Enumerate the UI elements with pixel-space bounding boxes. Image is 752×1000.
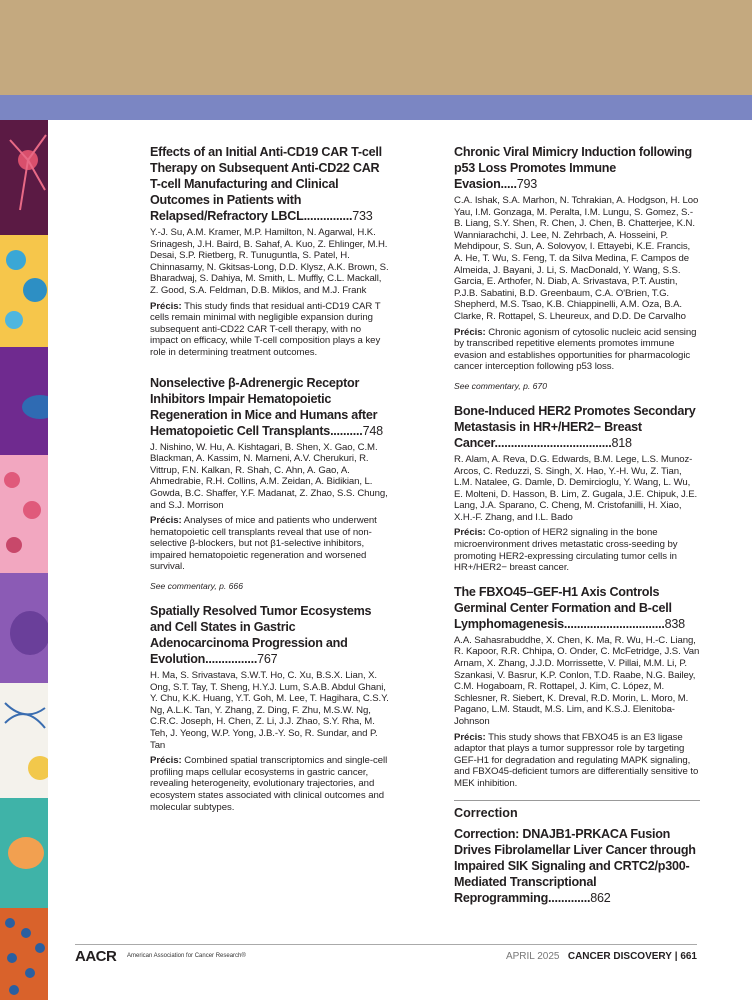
footer [75, 948, 697, 968]
brain-icon [0, 798, 48, 908]
aacr-logo-subtitle: American Association for Cancer Research® [127, 953, 246, 959]
precis [454, 327, 700, 373]
correction-heading: Correction [454, 800, 700, 820]
art-tile [0, 573, 48, 683]
article-title-text: Nonselective β-Adrenergic Receptor Inhibitors Impair Hematopoietic Regeneration in Mice and Humans after Hematopoietic Cell Transplants [150, 375, 378, 438]
precis-text: Chronic agonism of cytosolic nucleic acid sensing by transcribed repetitive elements promotes immune evasion and establishes opportunities for pharmacologic cancer interception following p53 loss. [454, 326, 697, 373]
leader-dots: ............. [548, 890, 591, 905]
correction-title[interactable] [454, 826, 700, 906]
precis [454, 527, 700, 573]
article-title-text: Effects of an Initial Anti-CD19 CAR T-cell Therapy on Subsequent Anti-CD22 CAR T-cell Manufacturing and Clinical Outcomes in Patients with Relapsed/Refractory LBCL [150, 145, 382, 223]
article-1 [150, 144, 390, 359]
article-title-text: The FBXO45–GEF-H1 Axis Controls Germinal Center Formation and B-cell Lymphomagenesis [454, 584, 672, 631]
article-2 [150, 375, 390, 592]
precis [150, 515, 390, 573]
article-title[interactable] [150, 144, 390, 224]
art-tile [0, 347, 48, 455]
art-tile [0, 455, 48, 573]
precis-label: Précis: [454, 527, 486, 539]
article-title[interactable] [150, 603, 390, 667]
leader-dots: ............................... [563, 616, 665, 631]
blood-cells-icon [0, 455, 48, 573]
page-number: 818 [611, 435, 632, 450]
article-3 [150, 603, 390, 813]
issue-date: APRIL 2025 [505, 951, 560, 962]
leader-dots: ............... [303, 209, 353, 223]
authors: R. Alam, A. Reva, D.G. Edwards, B.M. Lege, L.S. Munoz-Arcos, C. Reduzzi, S. Singh, X. Hao, Y.-H. Wu, Z. Tian, L.M. Natalee, G. Damle, D. Demircioglu, Y. Wang, L. Wu, E. Molteni, D. Hasson, B. Lim, Z. Gugala, J.E. Chipuk, J.E. Lang, J.A. Sparano, C. Cheng, M. Cristofanilli, H. Xiao, X.H.-F. Zhang, and I.L. Bado [454, 453, 698, 523]
article-title[interactable] [454, 403, 700, 451]
article-title-text: Chronic Viral Mimicry Induction following p53 Loss Promotes Immune Evasion [454, 145, 692, 191]
blob-icon [0, 347, 48, 455]
journal-name: CANCER DISCOVERY [567, 951, 672, 962]
leader-dots: ................ [205, 652, 258, 667]
precis-text: Combined spatial transcriptomics and single-cell profiling maps cellular ecosystems in gastric cancer, revealing heterogeneity, evolutionary trajectories, and ecosystem states associated with clinical outcomes and molecular subtypes. [150, 755, 388, 813]
commentary-link[interactable]: See commentary, p. 666 [150, 581, 243, 592]
folio-page-number: 661 [680, 951, 697, 962]
cover-art-strip [0, 120, 48, 1000]
precis-text: This study finds that residual anti-CD19 CAR T cells remain minimal with negligible expansion during subsequent anti-CD22 CAR T-cell therapy, with no impact on efficacy, while T-cell composition plays a key role in determining treatment outcomes. [150, 300, 381, 358]
neuron-icon [0, 120, 48, 235]
header-band [0, 0, 752, 95]
art-tile [0, 683, 48, 798]
article-5 [454, 403, 700, 574]
art-tile [0, 798, 48, 908]
page-number: 733 [352, 209, 373, 223]
art-tile [0, 120, 48, 235]
precis [454, 732, 700, 790]
article-title-text: Bone-Induced HER2 Promotes Secondary Metastasis in HR+/HER2− Breast Cancer [454, 403, 696, 450]
cells-icon [0, 235, 48, 347]
page-number: 793 [516, 177, 538, 191]
leader-dots: .......... [330, 423, 363, 438]
precis [150, 301, 390, 359]
precis [150, 755, 390, 813]
page-number: 748 [362, 423, 383, 438]
issue-info [506, 951, 697, 962]
authors: H. Ma, S. Srivastava, S.W.T. Ho, C. Xu, B.S.X. Lian, X. Ong, S.T. Tay, T. Sheng, H.Y.J. Lum, S.A.B. Abdul Ghani, Y. Chu, K.K. Huang, Y.T. Goh, M. Lee, T. Hagihara, C.S.Y. Ng, A.L.K. Tan, Y. Zhang, Z. Ding, F. Zhu, M.S.W. Ng, C.R.C. Joseph, H. Chen, Z. Li, J.J. Zhao, S.Y. Rha, M. Teh, J. Yeong, W.P. Yong, J.B.-Y. So, R. Sundar, and P. Tan [150, 670, 389, 751]
page-number: 767 [257, 652, 278, 667]
leader-dots: .................................... [494, 435, 612, 450]
authors: Y.-J. Su, A.M. Kramer, M.P. Hamilton, N. Agarwal, H.K. Srinagesh, J.H. Baird, B. Sahaf, A. Kuo, Z. Ehlinger, M.H. Desai, S.P. Rietberg, R. Tunuguntla, S. Patel, H. Chinnasamy, N. Gkitsas-Long, D.D. Klysz, A.K. Brown, S. Bharadwaj, S. Dahiya, M. Smith, L. Muffly, C.L. Mackall, Z. Good, S.A. Feldman, D.B. Miklos, and M.J. Frank [150, 227, 389, 296]
turtle-icon [0, 573, 48, 683]
precis-label: Précis: [454, 731, 486, 743]
leader-dots: ..... [500, 177, 517, 191]
authors: A.A. Sahasrabuddhe, X. Chen, K. Ma, R. Wu, H.-C. Liang, R. Kapoor, R.R. Chhipa, O. Onder, C. McFetridge, J.S. Van Arnam, X. Zhang, J.J.D. Morrissette, V. Pillai, M.M. Li, P. Szankasi, V. Basrur, K.P. Conlon, T.D. Raabe, N.G. Bailey, C.M. Hogaboam, R. Rottapel, J. Kim, C. López, M. Schlesner, R. Siebert, K. Dreval, R.D. Morin, L. Moro, M. Pagano, L.M. Staudt, M.S. Lim, and K.S.J. Elenitoba-Johnson [454, 634, 700, 727]
right-column [454, 144, 700, 909]
precis-text: Co-option of HER2 signaling in the bone microenvironment drives metastatic cross-seeding by promoting HER2-expressing circulating tumor cells in HR+/HER2− breast cancer. [454, 527, 678, 574]
footer-separator: | [674, 951, 678, 962]
page-number: 838 [664, 616, 685, 631]
footer-divider [75, 944, 697, 945]
precis-text: This study shows that FBXO45 is an E3 ligase adaptor that plays a tumor suppressor role by targeting GEF-H1 for degradation and regulating MAPK signaling, and FBXO45-deficient tumors are differentially sensitive to MEK inhibition. [454, 731, 699, 789]
art-tile [0, 908, 48, 1000]
precis-label: Précis: [150, 300, 182, 312]
authors: C.A. Ishak, S.A. Marhon, N. Tchrakian, A. Hodgson, H. Loo Yau, I.M. Gonzaga, M. Peralta, I.M. Lungu, S. Gomez, S.-B. Liang, S.Y. Shen, R. Chen, J. Chen, B. Chatterjee, K.N. Wanniarachchi, J. Lee, N. Zehrbach, A. Hosseini, P. Mehdipour, S. Sun, A. Solovyov, I. Ettayebi, K.E. Francis, A. He, T. Wu, S. Feng, T. da Silva Medina, F. Campos de Almeida, J. Bayani, J. Li, S. MacDonald, Y. Wang, S.S. Garcia, E. Arthofer, N. Diab, A. Srivastava, P.T. Austin, P.J.B. Sabatini, B.D. Greenbaum, C.A. O'Brien, T.G. Shepherd, M.S. Tsao, K.B. Chiappinelli, A.M. Oza, B.A. Clarke, R. Rottapel, S. Lheureux, and D.D. De Carvalho [454, 195, 699, 322]
art-tile [0, 235, 48, 347]
dna-icon [0, 683, 48, 798]
precis-label: Précis: [454, 326, 486, 338]
left-column [150, 144, 390, 823]
article-title-text: Correction: DNAJB1-PRKACA Fusion Drives Fibrolamellar Liver Cancer through Impaired SIK Signaling and CRTC2/p300-Mediated Transcriptional Reprogramming [454, 826, 696, 905]
aacr-logo: AACR [75, 948, 117, 965]
precis-label: Précis: [150, 515, 182, 527]
header-accent-band [0, 95, 752, 120]
page-number: 862 [590, 890, 611, 905]
commentary-link[interactable]: See commentary, p. 670 [454, 380, 547, 391]
article-4 [454, 144, 700, 391]
mosaic-icon [0, 908, 48, 1000]
precis-text: Analyses of mice and patients who underwent hematopoietic cell transplants reveal that use of non-selective β-blockers, but not β1-selective inhibitors, impaired hematopoietic regeneration and worsened survival. [150, 515, 377, 573]
article-title[interactable] [454, 144, 700, 192]
precis-label: Précis: [150, 755, 182, 767]
article-title[interactable] [150, 375, 390, 439]
authors: J. Nishino, W. Hu, A. Kishtagari, B. Shen, X. Gao, C.M. Blackman, A. Kassim, N. Marneni, A.V. Cherukuri, R. Vittrup, F.N. Kalkan, R. Shah, C. Ahn, A. Gao, A. Ahmedrabie, R.H. Collins, A.M. Zeidan, A. Bidikian, L. Gowda, B.C. Shaffer, Y.F. Madanat, Z. Zhao, S.S. Chung, and S.J. Morrison [150, 441, 388, 511]
article-title[interactable] [454, 584, 700, 632]
article-title-text: Spatially Resolved Tumor Ecosystems and Cell States in Gastric Adenocarcinoma Progression and Evolution [150, 604, 372, 667]
article-6 [454, 584, 700, 790]
